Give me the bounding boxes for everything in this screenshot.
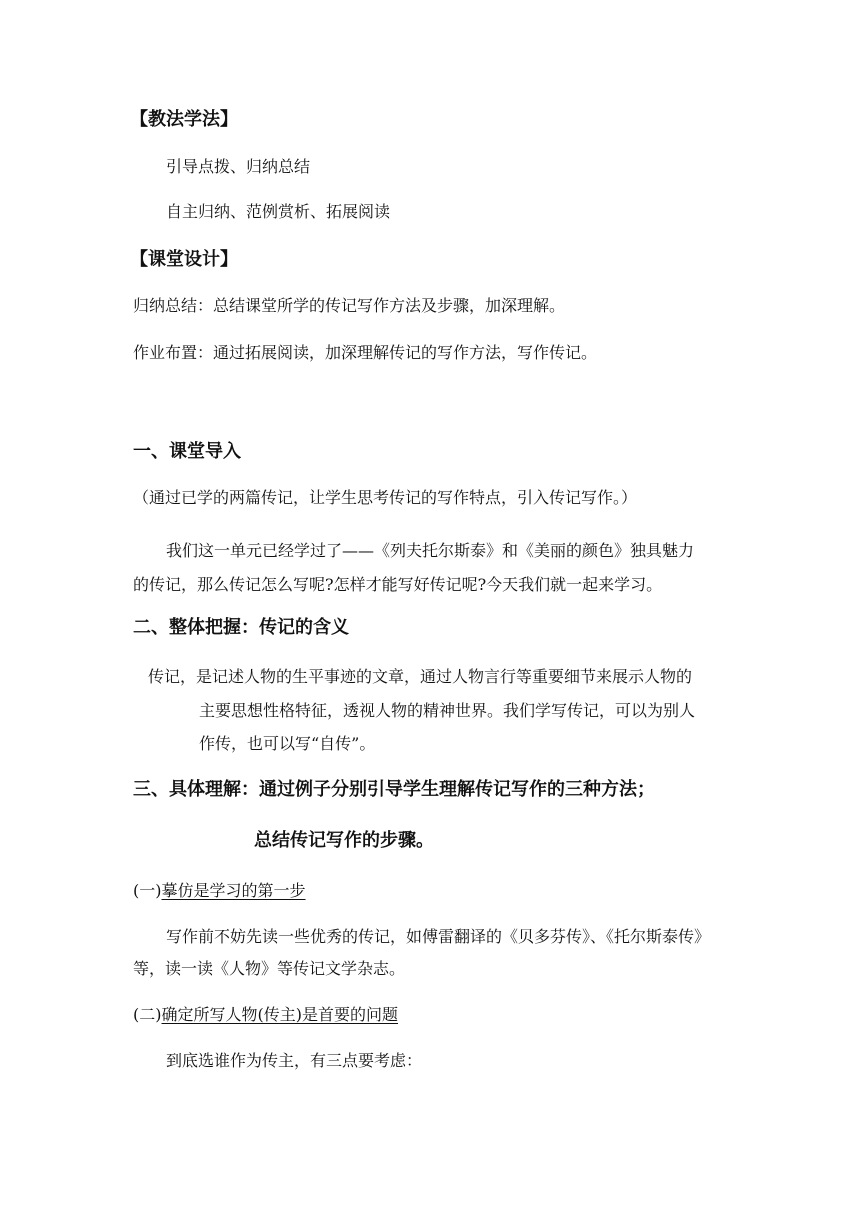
teaching-method-item-2: 自主归纳、范例赏析、拓展阅读: [166, 202, 391, 221]
subsection1-number: (一): [133, 881, 162, 900]
section2-heading: 二、整体把握：传记的含义: [133, 617, 349, 638]
classroom-design-item-2: 作业布置：通过拓展阅读，加深理解传记的写作方法，写作传记。: [133, 343, 598, 362]
subsection1-title-line: [133, 880, 306, 902]
classroom-design-item-1: 归纳总结：总结课堂所学的传记写作方法及步骤，加深理解。: [133, 296, 566, 315]
section1-note: （通过已学的两篇传记，让学生思考传记的写作特点，引入传记写作。）: [133, 488, 638, 507]
heading-teaching-methods: 【教法学法】: [130, 109, 238, 130]
section1-para-line-1: 我们这一单元已经学过了——《列夫托尔斯泰》和《美丽的颜色》独具魅力: [166, 541, 695, 560]
subsection1-title: 摹仿是学习的第一步: [161, 881, 306, 900]
section2-para-line-2: 主要思想性格特征，透视人物的精神世界。我们学写传记，可以为别人: [199, 701, 696, 720]
subsection1-para-line-2: 等，读一读《人物》等传记文学杂志。: [133, 959, 406, 978]
subsection2-number: (二): [133, 1005, 162, 1024]
section3-heading-line-2: 总结传记写作的步骤。: [254, 830, 434, 851]
section1-para-line-2: 的传记，那么传记怎么写呢?怎样才能写好传记呢?今天我们就一起来学习。: [133, 575, 663, 594]
section2-para-line-1: 传记，是记述人物的生平事迹的文章，通过人物言行等重要细节来展示人物的: [148, 667, 693, 686]
section3-heading-line-1: 三、具体理解：通过例子分别引导学生理解传记写作的三种方法；: [133, 779, 655, 800]
section1-heading: 一、课堂导入: [133, 441, 241, 462]
subsection2-title: 确定所写人物(传主)是首要的问题: [161, 1005, 398, 1024]
teaching-method-item-1: 引导点拨、归纳总结: [166, 157, 311, 176]
subsection1-para-line-1: 写作前不妨先读一些优秀的传记，如傅雷翻译的《贝多芬传》、《托尔斯泰传》: [166, 927, 711, 946]
subsection2-title-line: [133, 1004, 398, 1026]
section2-para-line-3: 作传，也可以写“自传”。: [199, 734, 376, 753]
heading-classroom-design: 【课堂设计】: [130, 249, 238, 270]
subsection2-para-line-1: 到底选谁作为传主，有三点要考虑：: [166, 1051, 423, 1070]
